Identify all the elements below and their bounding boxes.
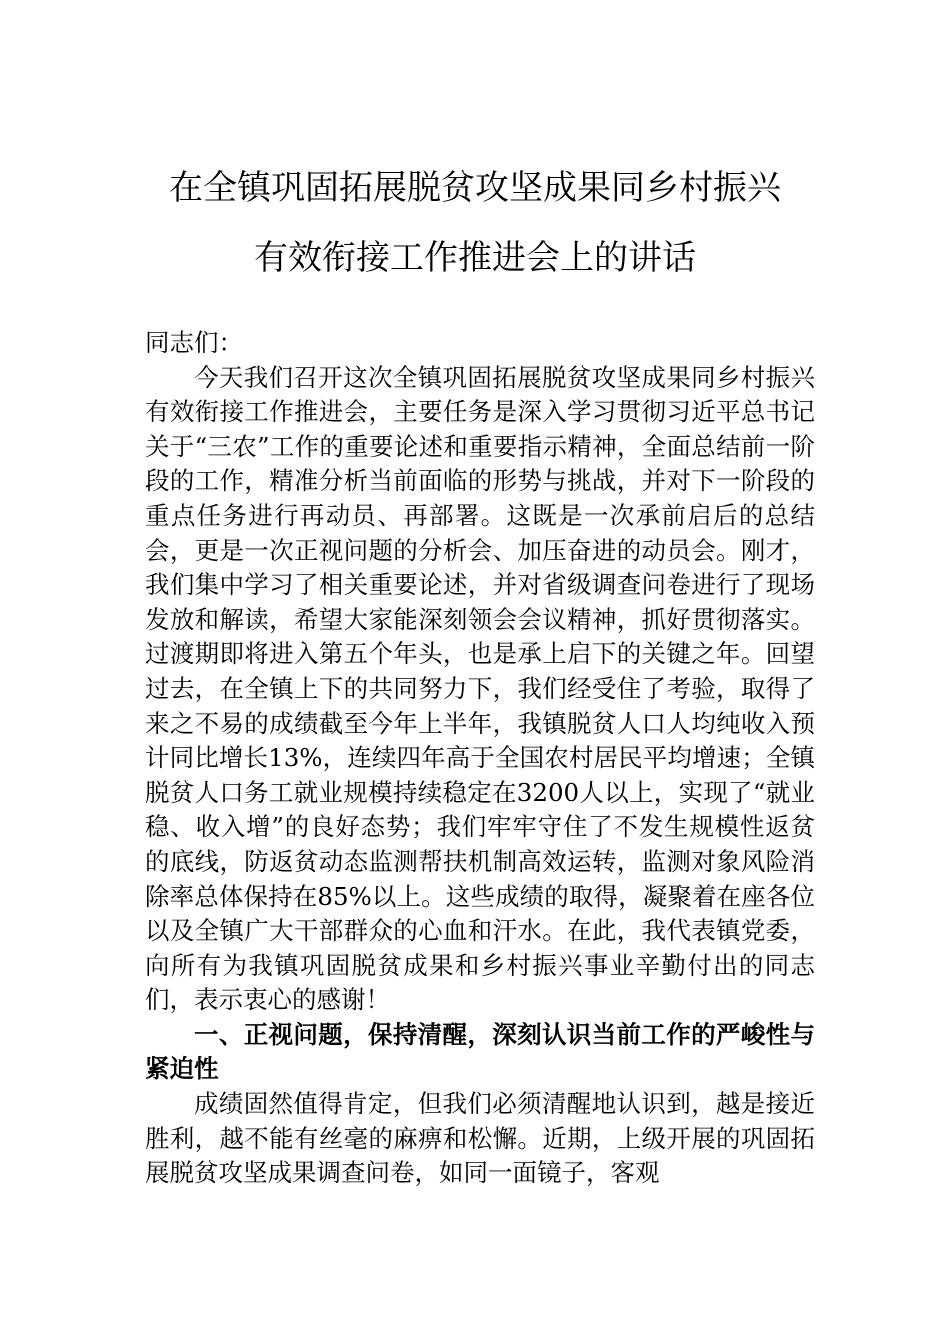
section-heading-1: 一、正视问题，保持清醒，深刻认识当前工作的严峻性与紧迫性 <box>145 1019 815 1084</box>
document-body <box>145 326 815 1191</box>
document-title-line-2: 有效衔接工作推进会上的讲话 <box>254 238 696 278</box>
paragraph-opening: 今天我们召开这次全镇巩固拓展脱贫攻坚成果同乡村振兴有效衔接工作推进会，主要任务是深入学习贯彻习近平总书记关于“三农”工作的重要论述和重要指示精神，全面总结前一阶段的工作，精准分析当前面临的形势与挑战，并对下一阶段的重点任务进行再动员、再部署。这既是一次承前启后的总结会，更是一次正视问题的分析会、加压奋进的动员会。刚才，我们集中学习了相关重要论述，并对省级调查问卷进行了现场发放和解读，希望大家能深刻领会会议精神，抓好贯彻落实。过渡期即将进入第五个年头，也是承上启下的关键之年。回望过去，在全镇上下的共同努力下，我们经受住了考验，取得了来之不易的成绩截至今年上半年，我镇脱贫人口人均纯收入预计同比增长13%，连续四年高于全国农村居民平均增速；全镇脱贫人口务工就业规模持续稳定在3200人以上，实现了“就业稳、收入增”的良好态势；我们牢牢守住了不发生规模性返贫的底线，防返贫动态监测帮扶机制高效运转，监测对象风险消除率总体保持在85%以上。这些成绩的取得，凝聚着在座各位以及全镇广大干部群众的心血和汗水。在此，我代表镇党委，向所有为我镇巩固脱贫成果和乡村振兴事业辛勤付出的同志们，表示衷心的感谢！ <box>145 362 815 1015</box>
paragraph-section-1: 成绩固然值得肯定，但我们必须清醒地认识到，越是接近胜利，越不能有丝毫的麻痹和松懈。近期，上级开展的巩固拓展脱贫攻坚成果调查问卷，如同一面镜子，客观 <box>145 1089 815 1188</box>
salutation: 同志们： <box>145 328 243 357</box>
document-title-line-1: 在全镇巩固拓展脱贫攻坚成果同乡村振兴 <box>169 168 781 208</box>
